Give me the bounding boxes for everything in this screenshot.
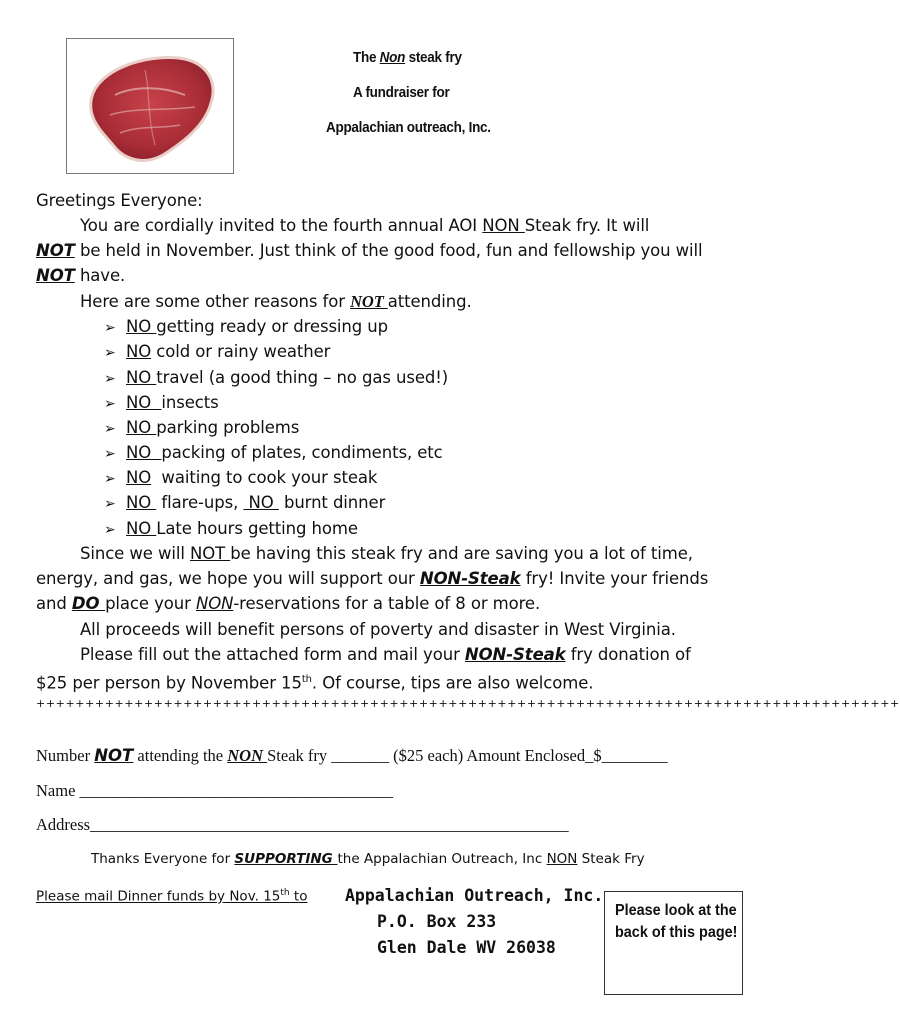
list-item <box>104 314 388 341</box>
emph-no: NO <box>243 493 279 512</box>
emph-non-steak: NON-Steak <box>419 569 521 588</box>
list-item <box>104 365 448 392</box>
text: cold or rainy weather <box>151 342 331 361</box>
text: Here are some other reasons for <box>80 292 351 311</box>
text: packing of plates, condiments, etc <box>161 443 443 462</box>
org-name: Appalachian outreach, Inc. <box>326 119 491 136</box>
name-field[interactable]: Name ______________________________________ <box>36 781 394 800</box>
emph-non: NON <box>195 594 234 613</box>
text: travel (a good thing – no gas used!) <box>156 368 449 387</box>
arrow-bullet-icon: ➢ <box>104 320 116 336</box>
closing-line-2 <box>36 566 708 591</box>
text: to <box>289 888 308 905</box>
text: getting ready or dressing up <box>156 317 389 336</box>
emph-no: NO <box>126 342 152 361</box>
text: the Appalachian Outreach, Inc <box>337 851 547 867</box>
list-item <box>104 339 330 366</box>
closing-line-5 <box>80 642 691 667</box>
title-non: Non <box>379 49 406 66</box>
text: and <box>36 594 72 613</box>
emph-no: NO <box>126 519 157 538</box>
text: attending. <box>387 292 472 311</box>
intro-line-3 <box>36 263 125 288</box>
steak-image <box>75 45 225 167</box>
address-org: Appalachian Outreach, Inc. <box>345 886 604 905</box>
text: insects <box>161 393 219 412</box>
list-item <box>104 415 299 442</box>
emph-no: NO <box>126 468 152 487</box>
closing-line-1 <box>80 541 693 566</box>
closing-line-3 <box>36 591 540 616</box>
emph-not: NOT <box>189 544 231 563</box>
text: flare-ups, <box>156 493 244 512</box>
arrow-bullet-icon: ➢ <box>104 496 116 512</box>
intro-line-4 <box>80 289 472 314</box>
separator-line: ++++++++++++++++++++++++++++++++++++++++++++++++++++++++++++++++++++++++++++++++++++++++ <box>36 697 900 710</box>
superscript: th <box>301 674 312 685</box>
emph-non-steak: NON-Steak <box>464 645 566 664</box>
emph-no: NO <box>126 418 157 437</box>
mailing-address <box>345 883 603 961</box>
emph-no: NO <box>126 393 162 412</box>
thanks-line <box>91 851 645 867</box>
text: place your <box>105 594 196 613</box>
text: fry donation of <box>565 645 691 664</box>
arrow-bullet-icon: ➢ <box>104 371 116 387</box>
emph-no: NO <box>126 317 157 336</box>
text: fry! Invite your friends <box>520 569 709 588</box>
text: be held in November. Just think of the good food, fun and fellowship you will <box>74 241 703 260</box>
arrow-bullet-icon: ➢ <box>104 421 116 437</box>
text: You are cordially invited to the fourth annual AOI <box>80 216 483 235</box>
emph-no: NO <box>126 368 157 387</box>
text: waiting to cook your steak <box>151 468 378 487</box>
intro-line-1 <box>80 213 649 238</box>
emph-not: NOT <box>350 292 388 311</box>
text: energy, and gas, we hope you will support our <box>36 569 420 588</box>
text: Thanks Everyone for <box>91 851 235 867</box>
superscript: th <box>280 888 290 898</box>
note-text: Please look at the back of this page! <box>615 902 738 941</box>
list-item <box>104 516 358 543</box>
closing-line-4: All proceeds will benefit persons of poverty and disaster in West Virginia. <box>80 620 676 639</box>
closing-line-6 <box>36 667 593 696</box>
address-box: P.O. Box 233 <box>377 912 497 931</box>
arrow-bullet-icon: ➢ <box>104 522 116 538</box>
emph-non: NON <box>227 746 268 765</box>
text: parking problems <box>156 418 300 437</box>
emph-not: NOT <box>36 266 75 285</box>
list-item <box>104 440 443 467</box>
list-item <box>104 490 385 517</box>
list-item <box>104 390 219 417</box>
title-prefix: The <box>353 49 380 66</box>
text: Steak fry. It will <box>524 216 650 235</box>
arrow-bullet-icon: ➢ <box>104 345 116 361</box>
arrow-bullet-icon: ➢ <box>104 446 116 462</box>
text: Please mail Dinner funds by Nov. 15 <box>36 888 281 905</box>
back-of-page-note <box>604 891 743 995</box>
text: Please fill out the attached form and mail your <box>80 645 465 664</box>
emph-do: DO <box>71 594 106 613</box>
emph-not: NOT <box>36 241 75 260</box>
attendance-field[interactable] <box>36 746 668 766</box>
text: Late hours getting home <box>156 519 358 538</box>
text: have. <box>74 266 126 285</box>
event-title <box>353 49 462 66</box>
intro-line-2 <box>36 238 702 263</box>
title-suffix: steak fry <box>405 49 462 66</box>
text: -reservations for a table of 8 or more. <box>233 594 541 613</box>
text: Number <box>36 746 95 765</box>
address-field[interactable]: Address__________________________________________________________ <box>36 815 569 834</box>
text: Steak Fry <box>577 851 645 867</box>
arrow-bullet-icon: ➢ <box>104 396 116 412</box>
mail-instruction <box>36 888 308 905</box>
event-subtitle: A fundraiser for <box>353 84 450 101</box>
arrow-bullet-icon: ➢ <box>104 471 116 487</box>
text: attending the <box>133 746 228 765</box>
text: burnt dinner <box>278 493 386 512</box>
greeting: Greetings Everyone: <box>36 191 203 210</box>
address-city: Glen Dale WV 26038 <box>377 938 556 957</box>
text: $25 per person by November 15 <box>36 673 302 693</box>
list-item <box>104 465 377 492</box>
emph-not: NOT <box>94 746 134 765</box>
text: Steak fry _______ ($25 each) Amount Enclosed_$________ <box>267 746 668 765</box>
emph-no: NO <box>126 493 157 512</box>
emph-no: NO <box>126 443 162 462</box>
steak-image-frame <box>66 38 234 174</box>
emph-non: NON <box>546 851 578 867</box>
text: Since we will <box>80 544 190 563</box>
text: be having this steak fry and are saving you a lot of time, <box>230 544 693 563</box>
emph-supporting: SUPPORTING <box>234 851 338 867</box>
text: . Of course, tips are also welcome. <box>311 673 594 693</box>
emph-non: NON <box>482 216 525 235</box>
